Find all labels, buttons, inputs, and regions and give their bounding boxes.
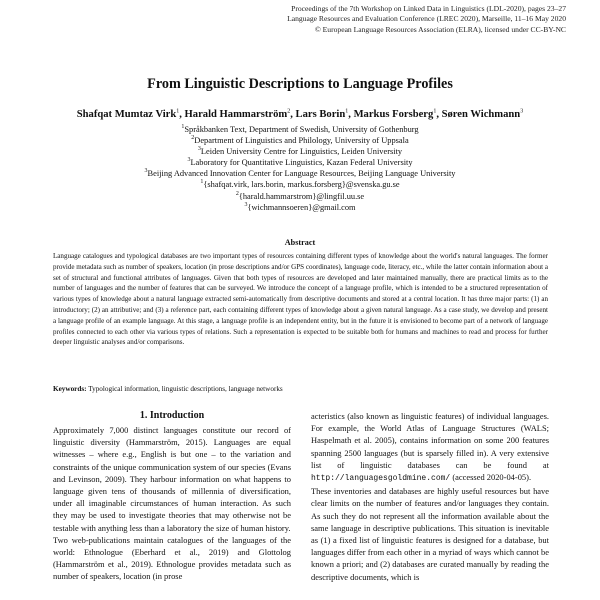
affiliation: $^2$Department of Linguistics and Philology, University of Uppsala <box>191 135 409 146</box>
author-list <box>0 109 600 120</box>
keywords-text: Typological information, linguistic descriptions, language networks <box>86 385 283 393</box>
paragraph: Two web-publications maintain catalogues of the languages of the world: Ethnologue (Eberhard et al., 2019) and Glottolog (Hammarström et al., 2019). Ethnologue provides metadata such as number of speakers, location (in prose <box>53 534 291 582</box>
proceedings-header <box>146 4 566 35</box>
paragraph: acteristics (also known as linguistic features) of individual languages. For example, the World Atlas of Language Structures (WALS; Haspelmath et al. 2005), contains information on some 200 features spanning 2500 languages (but is sparsely filled in). A very extensive list of linguistic databases can be found at http://languagesgoldmine.com/ (accessed 2020-04-05). <box>311 411 549 484</box>
author: Shafqat Mumtaz Virk$^1$, <box>76 108 185 120</box>
affiliation: $^1$Språkbanken Text, Department of Swedish, University of Gothenburg <box>181 124 419 134</box>
email-line: $^3${wichmannsoeren}@gmail.com <box>244 201 356 212</box>
abstract-text: Language catalogues and typological databases are two important types of resources containing different types of knowledge about the world's natural languages. The former provide metadata such as number of speakers, location (in prose descriptions and/or GPS coordinates), language code, literacy, etc., while the latter contain information about a set of structural and functional attributes of languages. Given that both types of resources are developed and later maintained manually, there are practical limits as to the number of languages and the number of features that can be surveyed. We introduce the concept of a language profile, which is intended to be a structured representation of various types of knowledge about a natural language extracted semi-automatically from descriptive documents and stored at a central location. It has three major parts: (1) an introductory; (2) an attributive; and (3) a reference part, each containing different types of knowledge about a given natural language. As a case study, we develop and present a language profile of an example language. At this stage, a language profile is an independent entity, but in the future it is envisioned to become part of a network of language profiles connected to each other via various types of relations. Such a representation is expected to be suitable both for humans and machines to read and process for further deeper linguistic analyses and/or comparisons. <box>53 252 549 347</box>
affiliation: $^3$Leiden University Centre for Linguistics, Leiden University <box>197 146 403 157</box>
author: Lars Borin$^1$, <box>295 108 354 120</box>
author: Markus Forsberg$^1$, <box>353 108 442 120</box>
abstract-heading: Abstract <box>284 238 316 247</box>
keywords-label: Keywords: <box>53 385 87 393</box>
affiliation-list <box>0 124 600 213</box>
section-heading-introduction: 1. Introduction <box>139 410 205 421</box>
affiliation: $^3$Laboratory for Quantitative Linguistics, Kazan Federal University <box>187 157 413 168</box>
author: Harald Hammarström$^2$, <box>184 108 296 120</box>
license-line: © European Language Resources Association (ELRA), licensed under CC-BY-NC <box>314 24 566 34</box>
right-column <box>311 410 549 583</box>
keywords-line <box>53 384 548 394</box>
conference-line: Language Resources and Evaluation Conference (LREC 2020), Marseille, 11–16 May 2020 <box>287 14 566 24</box>
author: Søren Wichmann$^3$ <box>441 108 524 120</box>
url-link[interactable]: http://languagesgoldmine.com/ <box>311 474 451 484</box>
paragraph: These inventories and databases are highly useful resources but have clear limits on the number of features and/or languages they contain. As such they do not represent all the information available about the same language in descriptive publications. This situation is inevitable as (1) a fixed list of linguistic features is designed for a database, but languages differ from each other in a myriad of ways which cannot be known a priori; and (2) databases are curated manually by reading the descriptive documents, which is <box>311 486 549 582</box>
paragraph: Approximately 7,000 distinct languages constitute our record of linguistic diversity (Hammarström, 2015). Languages are equal witnesses – where e.g., English is but one – to the variation and constraints of the unique communication system of our species (Evans and Levinson, 2009). They harbour information on what happens to language given tens of thousands of millennia of diversification, under all imaginable circumstances of human interaction. As such they may be used to investigate theories that may otherwise not be testable with anything less than a laboratory the size of human history. <box>53 425 291 533</box>
left-column <box>53 424 291 583</box>
email-line: $^1${shafqat.virk, lars.borin, markus.forsberg}@svenska.gu.se <box>200 179 400 190</box>
email-line: $^2${harald.hammarstrom}@lingfil.uu.se <box>235 190 365 201</box>
affiliation: $^3$Beijing Advanced Innovation Center for Language Resources, Beijing Language University <box>144 168 456 179</box>
paper-title: From Linguistic Descriptions to Language Profiles <box>147 76 453 92</box>
proceedings-line: Proceedings of the 7th Workshop on Linked Data in Linguistics (LDL-2020), pages 23–27 <box>291 4 566 13</box>
